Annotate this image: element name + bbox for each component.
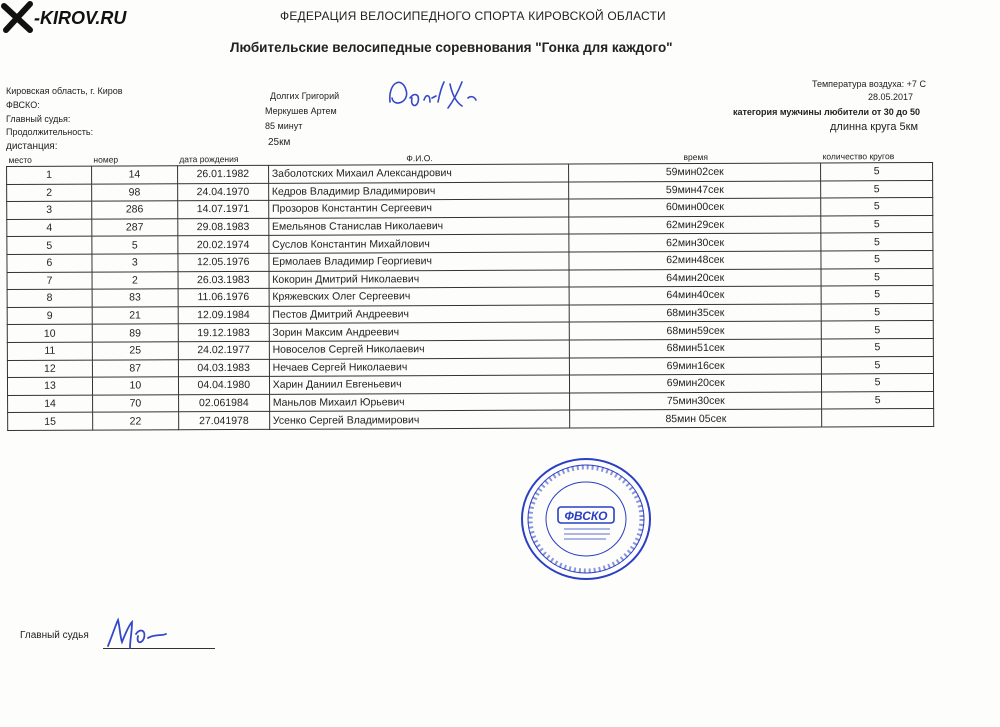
cell-place: 2 — [7, 184, 92, 202]
cell-laps: 5 — [821, 180, 933, 198]
cell-number: 98 — [92, 183, 178, 201]
cell-laps: 5 — [821, 268, 933, 286]
cell-time: 85мин 05сек — [570, 409, 822, 428]
cell-time: 68мин59сек — [570, 321, 822, 340]
region-label: Кировская область, г. Киров — [6, 86, 123, 96]
lap-length: длинна круга 5км — [830, 121, 919, 133]
cell-time: 62мин29сек — [569, 216, 821, 235]
cell-place: 4 — [7, 219, 92, 237]
cell-name: Усенко Сергей Владимирович — [269, 410, 570, 429]
date: 28.05.2017 — [868, 92, 914, 102]
cell-time: 62мин30сек — [569, 233, 821, 252]
cell-number: 22 — [93, 412, 179, 430]
fvsko-label: ФВСКО: — [6, 100, 40, 110]
cell-number: 83 — [92, 289, 178, 307]
cell-laps: 5 — [821, 198, 933, 216]
cell-name: Кряжевских Олег Сергеевич — [269, 287, 570, 306]
cell-name: Зорин Максим Андреевич — [269, 322, 570, 341]
cell-laps: 5 — [821, 338, 933, 356]
cell-number: 3 — [92, 254, 178, 272]
cell-time: 62мин48сек — [569, 251, 821, 270]
cell-name: Нечаев Сергей Николаевич — [269, 358, 570, 377]
cell-name: Пестов Дмитрий Андреевич — [269, 305, 570, 324]
cell-name: Кедров Владимир Владимирович — [268, 182, 569, 201]
cell-number: 2 — [92, 271, 178, 289]
header-name: Ф.И.О. — [406, 152, 433, 163]
cell-place: 7 — [7, 272, 92, 290]
cell-name: Прозоров Константин Сергеевич — [268, 199, 569, 218]
cell-number: 87 — [92, 359, 178, 377]
category: категория мужчины любители от 30 до 50 — [733, 107, 920, 117]
cell-place: 5 — [7, 237, 92, 255]
cell-number: 286 — [92, 201, 178, 219]
cell-number: 21 — [92, 307, 178, 325]
cell-time: 64мин40сек — [569, 286, 821, 305]
svg-text:-KIROV.RU: -KIROV.RU — [34, 8, 127, 28]
cell-time: 75мин30сек — [570, 392, 822, 411]
cell-name: Заболотских Михаил Александрович — [268, 164, 569, 183]
cell-birth: 12.09.1984 — [178, 306, 269, 324]
chief-judge-value: Меркушев Артем — [265, 106, 337, 116]
duration-value: 85 минут — [265, 121, 303, 131]
cell-place: 15 — [8, 412, 93, 430]
cell-laps — [822, 409, 934, 427]
duration-label: Продолжительность: — [6, 127, 94, 137]
cell-place: 8 — [7, 289, 92, 307]
cell-name: Кокорин Дмитрий Николаевич — [269, 270, 570, 289]
cell-laps: 5 — [821, 303, 933, 321]
cell-laps: 5 — [821, 215, 933, 233]
chief-judge-signature — [104, 614, 174, 654]
ofvsko-stamp — [518, 455, 654, 583]
cell-time: 60мин00сек — [569, 198, 821, 217]
cell-laps: 5 — [821, 250, 933, 268]
cell-place: 3 — [7, 201, 92, 219]
cell-place: 6 — [7, 254, 92, 272]
cell-place: 14 — [8, 395, 93, 413]
header-place: место — [8, 154, 32, 165]
cell-number: 70 — [92, 394, 178, 412]
cell-number: 14 — [91, 166, 177, 184]
cell-birth: 27.041978 — [178, 412, 269, 430]
cell-time: 64мин20сек — [569, 269, 821, 288]
cell-name: Суслов Константин Михайлович — [269, 234, 570, 253]
cell-place: 1 — [7, 166, 92, 184]
cell-number: 25 — [92, 342, 178, 360]
distance-value: 25км — [268, 137, 291, 148]
cell-birth: 19.12.1983 — [178, 324, 269, 342]
cell-birth: 11.06.1976 — [178, 289, 269, 307]
cell-time: 69мин16сек — [570, 356, 822, 375]
cell-birth: 04.04.1980 — [178, 376, 269, 394]
cell-number: 287 — [92, 219, 178, 237]
cell-birth: 14.07.1971 — [177, 201, 268, 219]
cell-number: 89 — [92, 324, 178, 342]
cell-birth: 12.05.1976 — [178, 253, 269, 271]
cell-laps: 5 — [821, 356, 933, 374]
fvsko-value: Долгих Григорий — [270, 91, 340, 101]
cell-name: Емельянов Станислав Николаевич — [269, 217, 570, 236]
cell-time: 68мин51сек — [570, 339, 822, 358]
cell-time: 68мин35сек — [570, 304, 822, 323]
cell-place: 13 — [7, 377, 92, 395]
cell-birth: 26.01.1982 — [177, 165, 268, 183]
distance-label: дистанция: — [6, 141, 58, 152]
cell-place: 9 — [7, 307, 92, 325]
cell-name: Новоселов Сергей Николаевич — [269, 340, 570, 359]
cell-time: 59мин47сек — [569, 181, 821, 200]
chief-judge-label: Главный судья: — [6, 114, 71, 124]
cell-birth: 29.08.1983 — [178, 218, 269, 236]
table-row — [8, 409, 934, 431]
cell-place: 12 — [7, 360, 92, 378]
cell-birth: 26.03.1983 — [178, 271, 269, 289]
cell-laps: 5 — [822, 374, 934, 392]
header-time: время — [683, 151, 708, 162]
cell-laps: 5 — [821, 286, 933, 304]
federation-title: ФЕДЕРАЦИЯ ВЕЛОСИПЕДНОГО СПОРТА КИРОВСКОЙ ОБЛАСТИ — [280, 9, 666, 23]
cell-birth: 24.04.1970 — [177, 183, 268, 201]
cell-place: 11 — [7, 342, 92, 360]
cell-name: Ермолаев Владимир Георгиевич — [269, 252, 570, 271]
cell-laps: 5 — [821, 233, 933, 251]
x-kirov-logo — [0, 0, 140, 34]
cell-laps: 5 — [822, 391, 934, 409]
cell-birth: 04.03.1983 — [178, 359, 269, 377]
header-laps: количество кругов — [822, 150, 895, 161]
cell-birth: 20.02.1974 — [178, 236, 269, 254]
cell-number: 5 — [92, 236, 178, 254]
cell-name: Маньлов Михаил Юрьевич — [269, 393, 570, 412]
chief-judge-signature-label: Главный судья — [20, 630, 89, 641]
header-number: номер — [93, 154, 119, 165]
cell-birth: 02.061984 — [178, 394, 269, 412]
cell-number: 10 — [92, 377, 178, 395]
cell-place: 10 — [7, 324, 92, 342]
cell-time: 69мин20сек — [570, 374, 822, 393]
cell-laps: 5 — [821, 321, 933, 339]
header-birth: дата рождения — [179, 153, 239, 164]
temperature: Температура воздуха: +7 С — [812, 79, 926, 89]
event-title: Любительские велосипедные соревнования "Гонка для каждого" — [230, 40, 673, 55]
cell-time: 59мин02сек — [569, 163, 821, 182]
results-table — [6, 150, 934, 431]
stamp-center-label: ФВСКО — [564, 509, 608, 523]
cell-laps: 5 — [821, 162, 933, 180]
cell-name: Харин Даниил Евгеньевич — [269, 375, 570, 394]
cell-birth: 24.02.1977 — [178, 341, 269, 359]
signature-scribble — [380, 72, 490, 116]
